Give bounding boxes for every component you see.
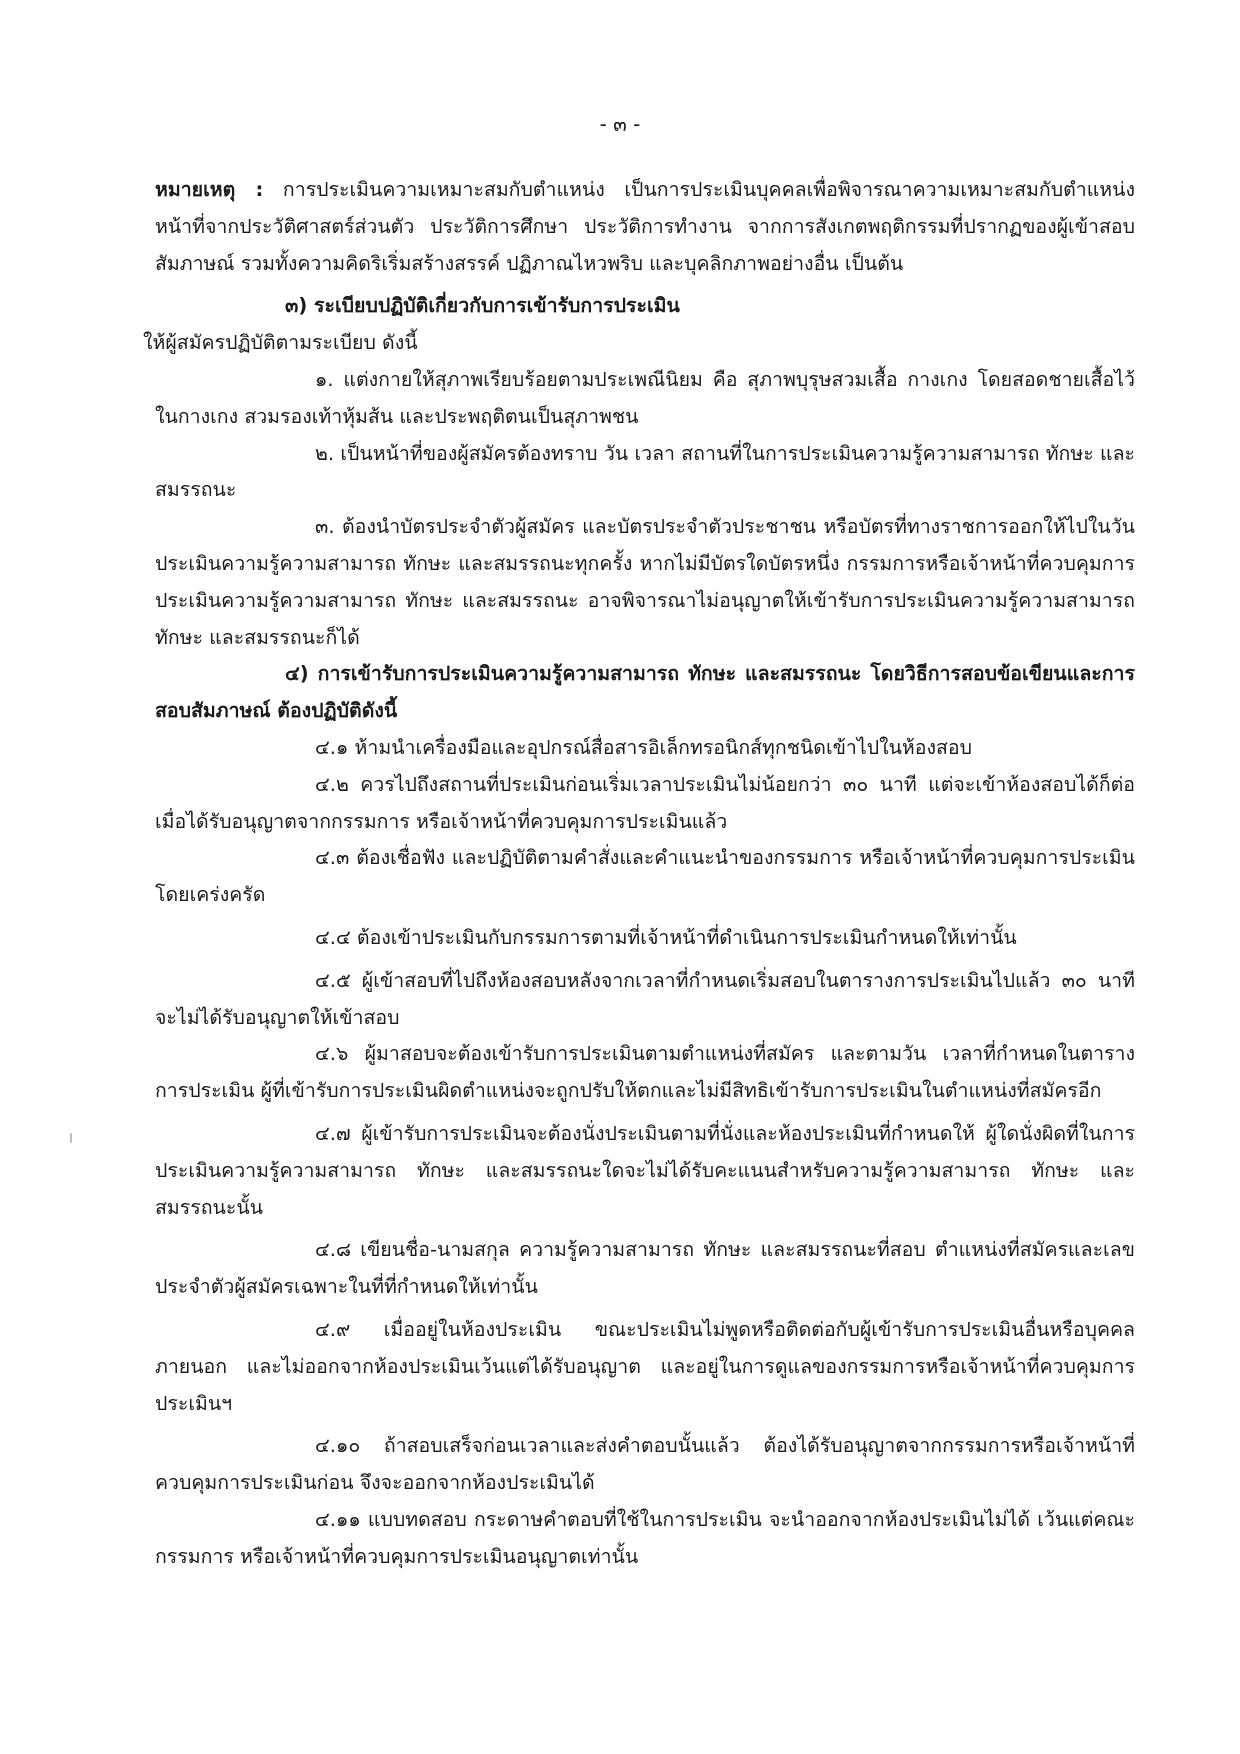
margin-mark xyxy=(70,1133,72,1143)
section-4-item-6: ๔.๖ ผู้มาสอบจะต้องเข้ารับการประเมินตามตำแหน่งที่สมัคร และตามวัน เวลาที่กำหนดในตารางการประเมิน ผู้ที่เข้ารับการประเมินผิดตำแหน่งจะถูกปรับให้ตกและไม่มีสิทธิเข้ารับการประเมินในตำแหน่งที่สมัครอีก xyxy=(155,1042,1135,1103)
section-4-heading: ๔) การเข้ารับการประเมินความรู้ความสามารถ ทักษะ และสมรรถนะ โดยวิธีการสอบข้อเขียนและการสอบสัมภาษณ์ ต้องปฏิบัติดังนี้ xyxy=(155,662,1135,723)
note-label: หมายเหตุ : xyxy=(155,178,264,201)
section-3-heading: ๓) ระเบียบปฏิบัติเกี่ยวกับการเข้ารับการประเมิน xyxy=(285,294,680,318)
page-number: - ๓ - xyxy=(599,112,641,136)
section-3-intro: ให้ผู้สมัครปฏิบัติตามระเบียบ ดังนี้ xyxy=(143,331,418,355)
note-text: การประเมินความเหมาะสมกับตำแหน่ง เป็นการประเมินบุคคลเพื่อพิจารณาความเหมาะสมกับตำแหน่งหน้าที่จากประวัติศาสตร์ส่วนตัว ประวัติการศึกษา ประวัติการทำงาน จากการสังเกตพฤติกรรมที่ปรากฏของผู้เข้าสอบสัมภาษณ์ รวมทั้งความคิดริเริ่มสร้างสรรค์ ปฏิภาณไหวพริบ และบุคลิกภาพอย่างอื่น เป็นต้น xyxy=(155,178,1135,275)
section-4-item-2: ๔.๒ ควรไปถึงสถานที่ประเมินก่อนเริ่มเวลาประเมินไม่น้อยกว่า ๓๐ นาที แต่จะเข้าห้องสอบได้ก็ต่อเมื่อได้รับอนุญาตจากกรรมการ หรือเจ้าหน้าที่ควบคุมการประเมินแล้ว xyxy=(155,772,1135,833)
section-4-item-8: ๔.๘ เขียนชื่อ-นามสกุล ความรู้ความสามารถ ทักษะ และสมรรถนะที่สอบ ตำแหน่งที่สมัครและเลขประจำตัวผู้สมัครเฉพาะในที่ที่กำหนดให้เท่านั้น xyxy=(155,1238,1135,1299)
section-4-item-5: ๔.๕ ผู้เข้าสอบที่ไปถึงห้องสอบหลังจากเวลาที่กำหนดเริ่มสอบในตารางการประเมินไปแล้ว ๓๐ นาที จะไม่ได้รับอนุญาตให้เข้าสอบ xyxy=(155,968,1135,1029)
document-body xyxy=(143,172,1135,1575)
section-3-item-1: ๑. แต่งกายให้สุภาพเรียบร้อยตามประเพณีนิยม คือ สุภาพบุรุษสวมเสื้อ กางเกง โดยสอดชายเสื้อไว้ในกางเกง สวมรองเท้าหุ้มส้น และประพฤติตนเป็นสุภาพชน xyxy=(155,367,1135,428)
section-4-item-10: ๔.๑๐ ถ้าสอบเสร็จก่อนเวลาและส่งคำตอบนั้นแล้ว ต้องได้รับอนุญาตจากกรรมการหรือเจ้าหน้าที่ควบคุมการประเมินก่อน จึงจะออกจากห้องประเมินได้ xyxy=(155,1434,1135,1495)
section-3-item-3: ๓. ต้องนำบัตรประจำตัวผู้สมัคร และบัตรประจำตัวประชาชน หรือบัตรที่ทางราชการออกให้ไปในวันประเมินความรู้ความสามารถ ทักษะ และสมรรถนะทุกครั้ง หากไม่มีบัตรใดบัตรหนึ่ง กรรมการหรือเจ้าหน้าที่ควบคุมการประเมินความรู้ความสามารถ ทักษะ และสมรรถนะ อาจพิจารณาไม่อนุญาตให้เข้ารับการประเมินความรู้ความสามารถ ทักษะ และสมรรถนะก็ได้ xyxy=(155,515,1135,649)
section-4-item-7: ๔.๗ ผู้เข้ารับการประเมินจะต้องนั่งประเมินตามที่นั่งและห้องประเมินที่กำหนดให้ ผู้ใดนั่งผิดที่ในการประเมินความรู้ความสามารถ ทักษะ และสมรรถนะใดจะไม่ได้รับคะแนนสำหรับความรู้ความสามารถ ทักษะ และสมรรถนะนั้น xyxy=(155,1121,1135,1219)
section-4-item-1: ๔.๑ ห้ามนำเครื่องมือและอุปกรณ์สื่อสารอิเล็กทรอนิกส์ทุกชนิดเข้าไปในห้องสอบ xyxy=(315,735,973,759)
section-4-item-3: ๔.๓ ต้องเชื่อฟัง และปฏิบัติตามคำสั่งและคำแนะนำของกรรมการ หรือเจ้าหน้าที่ควบคุมการประเมินโดยเคร่งครัด xyxy=(155,846,1135,907)
note-paragraph xyxy=(155,172,1135,282)
section-4-item-11: ๔.๑๑ แบบทดสอบ กระดาษคำตอบที่ใช้ในการประเมิน จะนำออกจากห้องประเมินไม่ได้ เว้นแต่คณะกรรมการ หรือเจ้าหน้าที่ควบคุมการประเมินอนุญาตเท่านั้น xyxy=(155,1507,1135,1568)
section-3-item-2: ๒. เป็นหน้าที่ของผู้สมัครต้องทราบ วัน เวลา สถานที่ในการประเมินความรู้ความสามารถ ทักษะ และสมรรถนะ xyxy=(155,441,1135,502)
section-4-item-4: ๔.๔ ต้องเข้าประเมินกับกรรมการตามที่เจ้าหน้าที่ดำเนินการประเมินกำหนดให้เท่านั้น xyxy=(315,925,1017,949)
section-4-item-9: ๔.๙ เมื่ออยู่ในห้องประเมิน ขณะประเมินไม่พูดหรือติดต่อกับผู้เข้ารับการประเมินอื่นหรือบุคคลภายนอก และไม่ออกจากห้องประเมินเว้นแต่ได้รับอนุญาต และอยู่ในการดูแลของกรรมการหรือเจ้าหน้าที่ควบคุมการประเมินฯ xyxy=(155,1317,1135,1415)
